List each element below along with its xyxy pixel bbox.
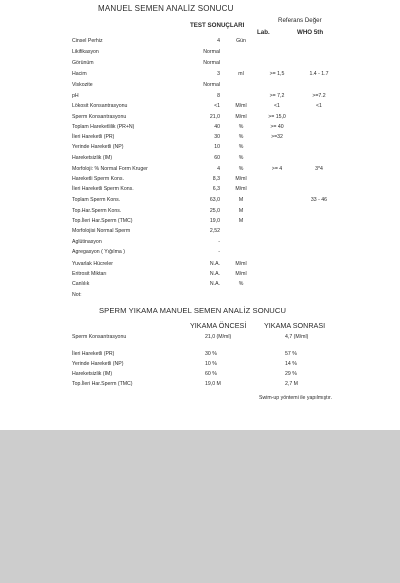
- wash-row-after: 14 %: [285, 361, 297, 367]
- row-lab-ref: >= 4: [271, 166, 283, 172]
- row-who-ref: 3*4: [315, 166, 323, 172]
- wash-title: SPERM YIKAMA MANUEL SEMEN ANALİZ SONUCU: [99, 306, 287, 315]
- row-label: Toplam Hareketlilik (PR+N): [72, 124, 135, 130]
- row-label: Yuvarlak Hücreler: [72, 261, 113, 267]
- row-who-ref: >=7.2: [312, 93, 326, 99]
- wash-row-after: 57 %: [285, 351, 297, 357]
- wash-row-label: Yerinde Hareketli (NP): [72, 361, 124, 367]
- row-lab-ref: >= 40: [270, 124, 284, 130]
- col-before-header: YIKAMA ÖNCESİ: [190, 321, 247, 330]
- row-label: Lökosit Konsantrasyonu: [72, 103, 128, 109]
- row-value: 2,52: [209, 228, 220, 234]
- report-title: MANUEL SEMEN ANALİZ SONUCU: [98, 4, 234, 13]
- row-label: Top.Har.Sperm Kons.: [72, 208, 122, 214]
- row-value: 8: [217, 93, 220, 99]
- row-unit: %: [238, 124, 244, 130]
- row-unit: M: [238, 197, 244, 203]
- row-value: 63,0: [209, 197, 220, 203]
- row-lab-ref: >=32: [271, 134, 283, 140]
- row-label: İleri Hareketli (PR): [72, 134, 115, 140]
- row-lab-ref: >= 15,0: [268, 114, 286, 120]
- row-who-ref: <1: [316, 103, 322, 109]
- row-lab-ref: <1: [274, 103, 280, 109]
- row-value: 3: [217, 71, 220, 77]
- row-value: Normal: [203, 49, 220, 55]
- col-results-header: TEST SONUÇLARI: [190, 22, 245, 29]
- row-unit: M: [238, 208, 244, 214]
- row-value: N.A.: [209, 281, 220, 287]
- wash-row-before: 30 %: [205, 351, 217, 357]
- row-value: 6,3: [212, 186, 220, 192]
- row-value: 10: [214, 144, 220, 150]
- row-value: 25,0: [209, 208, 220, 214]
- row-unit: M/ml: [235, 114, 247, 120]
- row-label: Hacim: [72, 71, 87, 77]
- row-label: Morfolojisi Normal Sperm: [72, 228, 131, 234]
- row-unit: %: [238, 155, 244, 161]
- row-value: 4: [217, 166, 220, 172]
- row-unit: M/ml: [235, 186, 247, 192]
- row-label: İleri Hareketli Sperm Kons.: [72, 186, 134, 192]
- row-value: 60: [214, 155, 220, 161]
- row-value: 30: [214, 134, 220, 140]
- row-label: Morfoloji: % Normal Form Kruger: [72, 166, 148, 172]
- row-label: Sperm Konsantrasyonu: [72, 114, 127, 120]
- row-label: Viskozite: [72, 82, 93, 88]
- row-lab-ref: >= 1,5: [269, 71, 285, 77]
- col-after-header: YIKAMA SONRASI: [264, 321, 326, 330]
- row-value: -: [218, 239, 220, 245]
- row-unit: Gün: [236, 38, 246, 44]
- row-value: 19,0: [209, 218, 220, 224]
- row-value: Normal: [203, 82, 220, 88]
- row-who-ref: 1.4 - 1.7: [309, 71, 329, 77]
- wash-row-label: İleri Hareketli (PR): [72, 351, 115, 357]
- row-label: Top.İleri Har.Sperm (TMC): [72, 218, 133, 224]
- row-label: Agregasyon ( Yığılma ): [72, 249, 125, 255]
- row-unit: %: [238, 134, 244, 140]
- row-value: <1: [214, 103, 220, 109]
- row-value: -: [218, 249, 220, 255]
- row-label: Eritrosit Miktarı: [72, 271, 107, 277]
- row-label: Likifikasyon: [72, 49, 99, 55]
- row-lab-ref: >= 7,2: [269, 93, 285, 99]
- row-label: Toplam Sperm Kons.: [72, 197, 121, 203]
- wash-row-before: 21,0 (M/ml): [205, 334, 232, 340]
- row-value: 21,0: [209, 114, 220, 120]
- row-unit: M/ml: [235, 103, 247, 109]
- wash-row-label: Hareketsizlik (IM): [72, 371, 113, 377]
- row-unit: M: [238, 218, 244, 224]
- row-unit: M/ml: [235, 261, 247, 267]
- row-label: pH: [72, 93, 79, 99]
- wash-row-after: 4,7 (M/ml): [285, 334, 309, 340]
- row-unit: %: [238, 144, 244, 150]
- row-who-ref: 33 - 46: [310, 197, 328, 203]
- row-label: Görünüm: [72, 60, 94, 66]
- row-value: Normal: [203, 60, 220, 66]
- row-label: Aglütinasyon: [72, 239, 102, 245]
- wash-row-after: 2,7 M: [285, 381, 298, 387]
- wash-row-before: 19,0 M: [205, 381, 221, 387]
- col-reference-header: Referans Değer: [278, 17, 322, 24]
- row-value: 40: [214, 124, 220, 130]
- row-value: N.A.: [209, 261, 220, 267]
- col-who-header: WHO 5th: [297, 29, 324, 36]
- row-label: Cinsel Perhiz: [72, 38, 103, 44]
- wash-row-before: 60 %: [205, 371, 217, 377]
- wash-row-before: 10 %: [205, 361, 217, 367]
- wash-row-label: Top.İleri Har.Sperm (TMC): [72, 381, 133, 387]
- wash-row-label: Sperm Konsantrasyonu: [72, 334, 127, 340]
- background-area: [0, 430, 400, 583]
- col-lab-header: Lab.: [257, 29, 270, 36]
- row-value: N.A.: [209, 271, 220, 277]
- row-label: Canlılık: [72, 281, 90, 287]
- row-unit: %: [238, 281, 244, 287]
- row-unit: M/ml: [235, 176, 247, 182]
- row-value: 8,3: [212, 176, 220, 182]
- wash-footer: Swim-up yöntemi ile yapılmıştır.: [259, 395, 332, 401]
- row-label: Hareketsizlik (IM): [72, 155, 113, 161]
- row-label: Hareketli Sperm Kons.: [72, 176, 124, 182]
- wash-row-after: 29 %: [285, 371, 297, 377]
- row-unit: ml: [238, 71, 244, 77]
- row-unit: M/ml: [235, 271, 247, 277]
- row-label: Yerinde Hareketli (NP): [72, 144, 124, 150]
- row-value: 4: [217, 38, 220, 44]
- note-label: Not:: [72, 292, 82, 298]
- row-unit: %: [238, 166, 244, 172]
